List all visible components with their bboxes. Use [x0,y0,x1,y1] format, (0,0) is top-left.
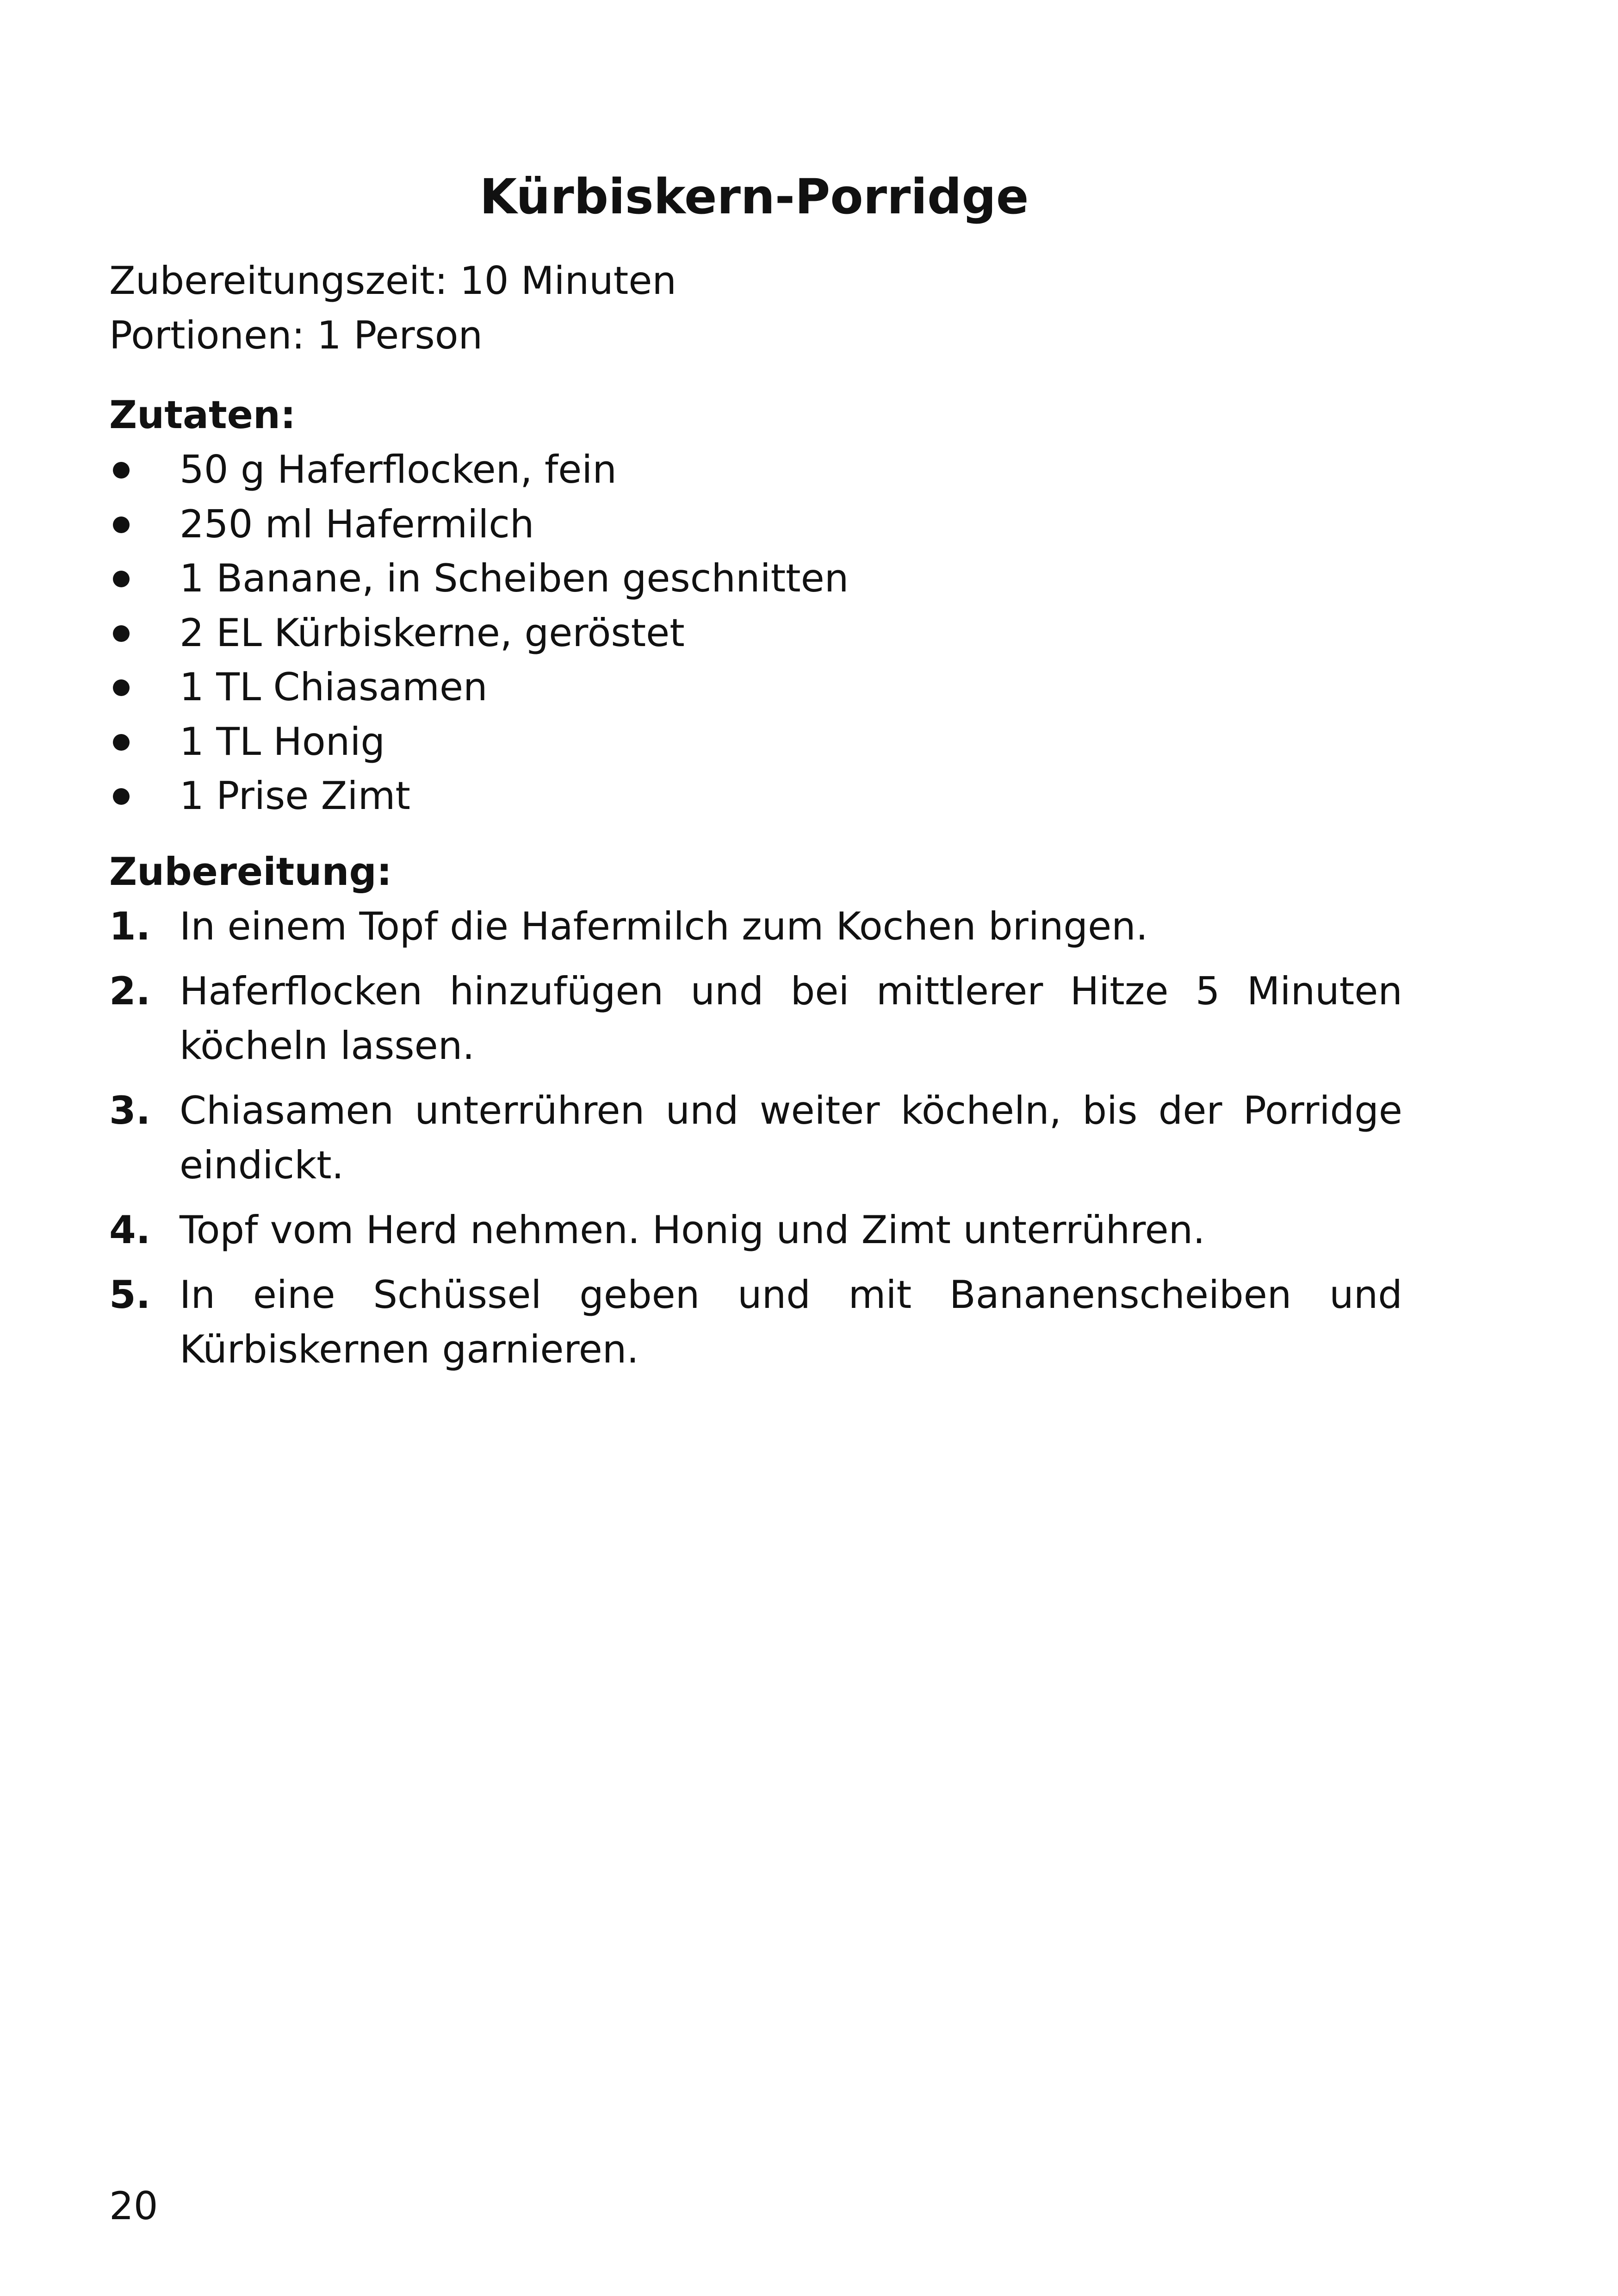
bullet-icon [113,788,130,805]
step-text: In einem Topf die Hafermilch zum Kochen bringen. [180,904,1148,949]
ingredient-text: 1 Prise Zimt [180,773,410,818]
step-number: 2. [109,969,151,1014]
ingredient-text: 1 Banane, in Scheiben geschnitten [180,556,849,601]
recipe-title: Kürbiskern-Porridge [479,168,1029,225]
bullet-icon [113,625,130,642]
step-text: In eine Schüssel geben und mit Bananenscheiben und Kürbiskernen garnieren. [180,1272,1402,1372]
step-number: 3. [109,1088,151,1133]
step-text: Topf vom Herd nehmen. Honig und Zimt unterrühren. [180,1207,1205,1252]
step-item [109,1268,1402,1377]
step-number: 1. [109,904,151,949]
step-number: 5. [109,1272,151,1317]
step-item [109,1083,1402,1193]
bullet-icon [113,734,130,751]
ingredient-text: 1 TL Honig [180,719,385,764]
ingredients-heading: Zutaten: [109,392,296,437]
bullet-icon [113,516,130,533]
steps-list [109,899,1402,1387]
step-item [109,1203,1402,1257]
step-text: Haferflocken hinzufügen und bei mittlerer Hitze 5 Minuten köcheln lassen. [180,969,1402,1068]
page-number: 20 [109,2184,158,2228]
prep-time: Zubereitungszeit: 10 Minuten [109,258,676,303]
step-item [109,899,1402,954]
bullet-icon [113,462,130,479]
ingredient-text: 250 ml Hafermilch [180,501,534,547]
ingredient-text: 1 TL Chiasamen [180,665,488,709]
bullet-icon [113,571,130,587]
step-item [109,964,1402,1073]
servings: Portionen: 1 Person [109,313,483,358]
steps-heading: Zubereitung: [109,849,392,894]
ingredient-text: 2 EL Kürbiskerne, geröstet [180,610,685,655]
recipe-meta [109,254,676,363]
bullet-icon [113,679,130,696]
ingredient-text: 50 g Haferflocken, fein [180,447,617,492]
step-text: Chiasamen unterrühren und weiter köcheln, bis der Porridge eindickt. [180,1088,1402,1188]
step-number: 4. [109,1207,151,1252]
